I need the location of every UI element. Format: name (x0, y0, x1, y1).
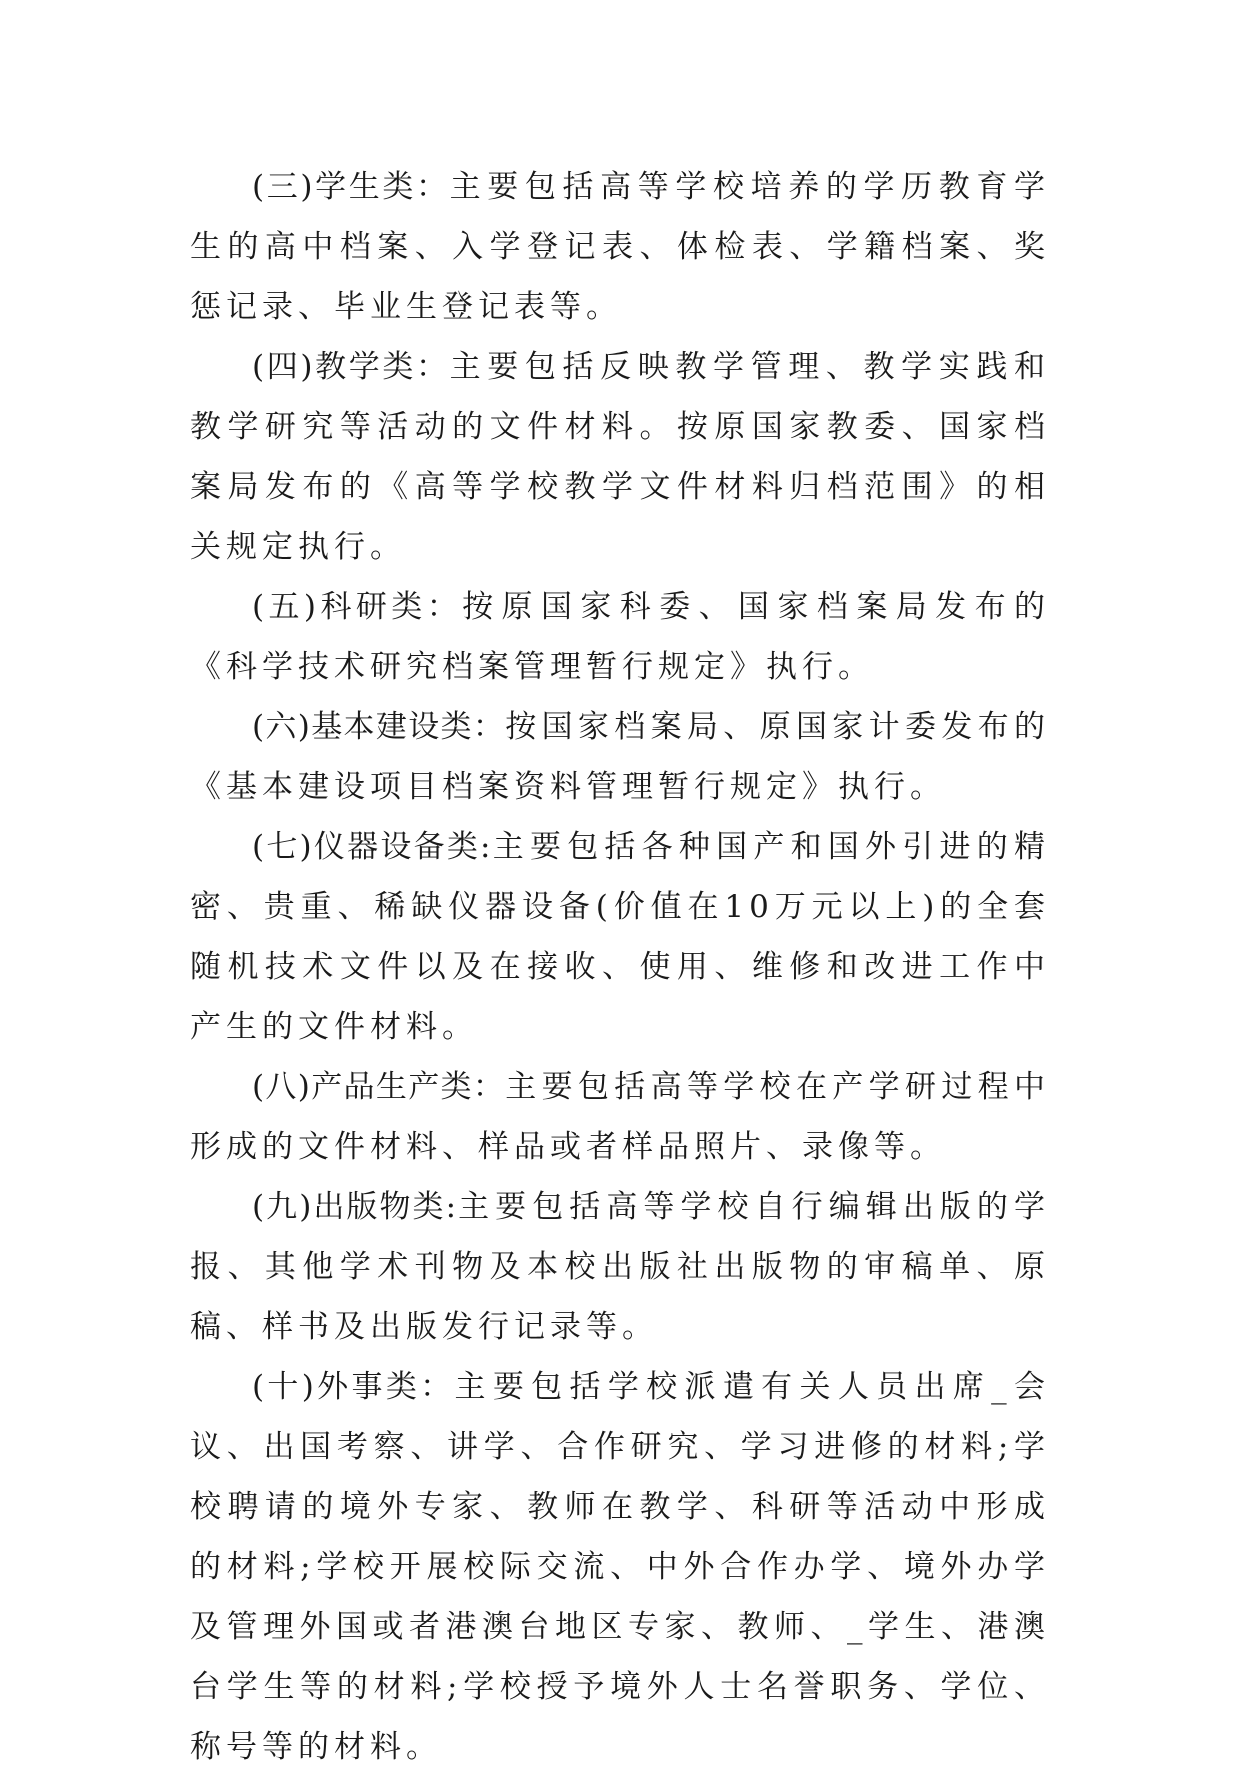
paragraph-foreign-affairs (190, 1357, 1050, 1777)
paragraph-construction (190, 697, 1050, 817)
paragraph-equipment (190, 817, 1050, 1057)
paragraph-students (190, 157, 1050, 337)
paragraph-label: (五)科研类： (252, 589, 463, 625)
paragraph-text: 按国家档案局、原国家计委发布的《基本建设项目档案资料管理暂行规定》执行。 (190, 709, 1050, 805)
paragraph-research (190, 577, 1050, 697)
paragraph-production (190, 1057, 1050, 1177)
paragraph-text: 主要包括学校派遣有关人员出席_会议、出国考察、讲学、合作研究、学习进修的材料;学校聘请的境外专家、教师在教学、科研等活动中形成的材料;学校开展校际交流、中外合作办学、境外办学及管理外国或者港澳台地区专家、教师、_学生、港澳台学生等的材料;学校授予境外人士名誉职务、学位、称号等的材料。 (190, 1369, 1050, 1765)
paragraph-label: (九)出版物类: (252, 1189, 458, 1225)
paragraph-text: 主要包括高等学校自行编辑出版的学报、其他学术刊物及本校出版社出版物的审稿单、原稿、样书及出版发行记录等。 (190, 1189, 1050, 1345)
paragraph-label: (八)产品生产类： (252, 1069, 506, 1105)
paragraph-label: (七)仪器设备类: (252, 829, 492, 865)
document-body (190, 157, 1050, 1777)
paragraph-publications (190, 1177, 1050, 1357)
paragraph-text: 主要包括高等学校在产学研过程中形成的文件材料、样品或者样品照片、录像等。 (190, 1069, 1050, 1165)
paragraph-text: 主要包括反映教学管理、教学实践和教学研究等活动的文件材料。按原国家教委、国家档案局发布的《高等学校教学文件材料归档范围》的相关规定执行。 (190, 349, 1050, 565)
paragraph-label: (十)外事类： (252, 1369, 455, 1405)
paragraph-teaching (190, 337, 1050, 577)
paragraph-label: (四)教学类： (252, 349, 450, 385)
paragraph-label: (三)学生类： (252, 169, 450, 205)
paragraph-label: (六)基本建设类： (252, 709, 506, 745)
paragraph-text: 主要包括各种国产和国外引进的精密、贵重、稀缺仪器设备(价值在10万元以上)的全套随机技术文件以及在接收、使用、维修和改进工作中产生的文件材料。 (190, 829, 1050, 1045)
paragraph-text: 主要包括高等学校培养的学历教育学生的高中档案、入学登记表、体检表、学籍档案、奖惩记录、毕业生登记表等。 (190, 169, 1050, 325)
paragraph-text: 按原国家科委、国家档案局发布的《科学技术研究档案管理暂行规定》执行。 (190, 589, 1050, 685)
